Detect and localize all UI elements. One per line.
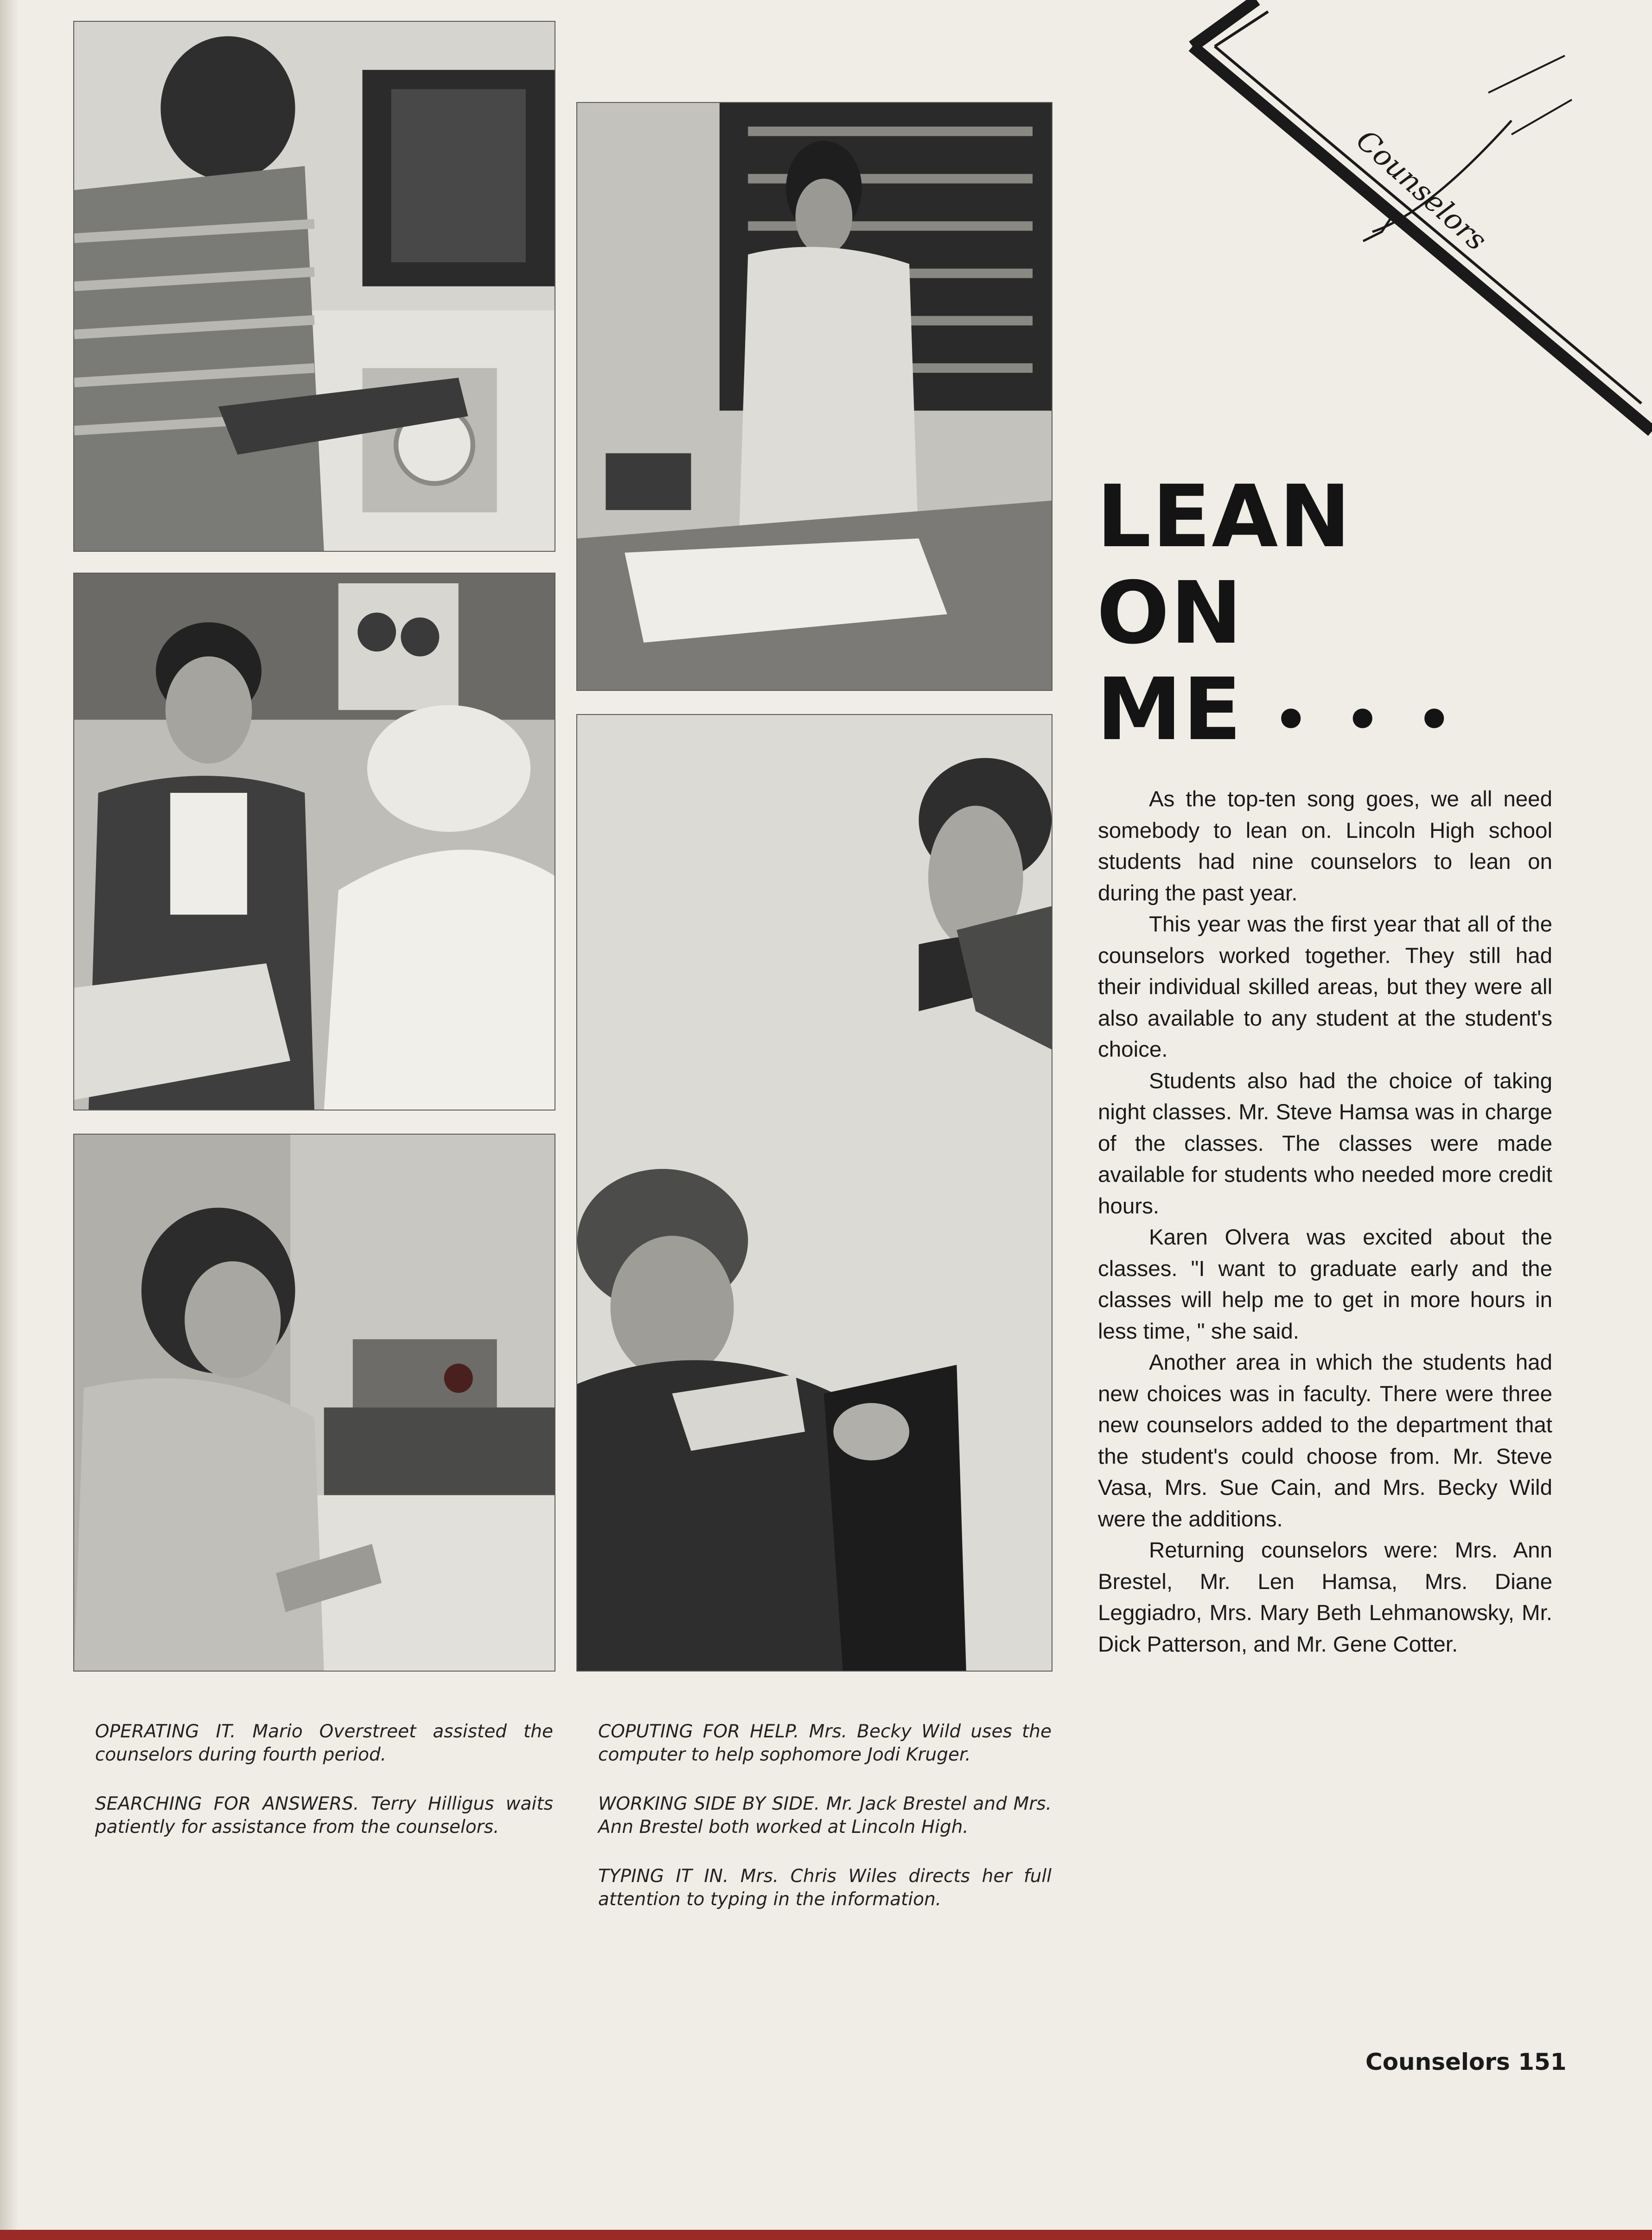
page-binding-edge [0, 0, 19, 2240]
caption-working-side-by-side: WORKING SIDE BY SIDE. Mr. Jack Brestel and Mrs. Ann Brestel both worked at Lincoln High. [598, 1793, 1052, 1838]
headline-ellipsis: • • • [1273, 688, 1461, 753]
photo-operating-it [73, 21, 555, 552]
article-paragraph: Another area in which the students had new choices was in faculty. There were three new counselors added to the department that the student's could choose from. Mr. Steve Vasa, Mrs. Sue Cain, and Mrs. Becky Wild were the additions. [1098, 1350, 1552, 1532]
photo-typing-it-in [73, 1134, 555, 1672]
article-paragraph: Students also had the choice of taking night classes. Mr. Steve Hamsa was in charge of the classes. The classes were made available for students who needed more credit hours. [1098, 1068, 1552, 1219]
photo-counselors-consulting [576, 714, 1052, 1672]
page-folio: Counselors 151 [1365, 2049, 1567, 2075]
caption-searching-for-answers: SEARCHING FOR ANSWERS. Terry Hilligus waits patiently for assistance from the counselors. [95, 1793, 553, 1838]
section-tab-book-graphic [1187, 0, 1652, 436]
caption-typing-it-in: TYPING IT IN. Mrs. Chris Wiles directs her full attention to typing in the information. [598, 1866, 1052, 1910]
article-paragraph: This year was the first year that all of the counselors worked together. They still had their individual skilled areas, but they were all also available to any student at the student's choice. [1098, 912, 1552, 1062]
article-body [1098, 784, 1552, 1660]
caption-operating-it: OPERATING IT. Mario Overstreet assisted the counselors during fourth period. [95, 1721, 553, 1765]
headline-line-1: LEAN [1097, 466, 1352, 567]
article-paragraph: Returning counselors were: Mrs. Ann Brestel, Mr. Len Hamsa, Mrs. Diane Leggiadro, Mrs. Mary Beth Lehmanowsky, Mr. Dick Patterson, and Mr. Gene Cotter. [1098, 1538, 1552, 1657]
captions-right-column [598, 1720, 1052, 1937]
headline-line-3: ME • • • [1097, 659, 1461, 759]
photo-student-at-desk [576, 102, 1052, 691]
section-tab-label: Counselors [1350, 123, 1494, 257]
photo-working-side-by-side [73, 573, 555, 1110]
headline-line-2: ON [1097, 563, 1244, 663]
caption-coputing-for-help: COPUTING FOR HELP. Mrs. Becky Wild uses the computer to help sophomore Jodi Kruger. [598, 1721, 1052, 1765]
article-headline [1097, 468, 1461, 769]
article-paragraph: Karen Olvera was excited about the classes. "I want to graduate early and the classes will help me to get in more hours in less time, " she said. [1098, 1225, 1552, 1344]
page-bottom-edge [0, 2230, 1652, 2240]
article-paragraph: As the top-ten song goes, we all need somebody to lean on. Lincoln High school students had nine counselors to lean on during the past year. [1098, 787, 1552, 906]
captions-left-column [95, 1720, 553, 1865]
